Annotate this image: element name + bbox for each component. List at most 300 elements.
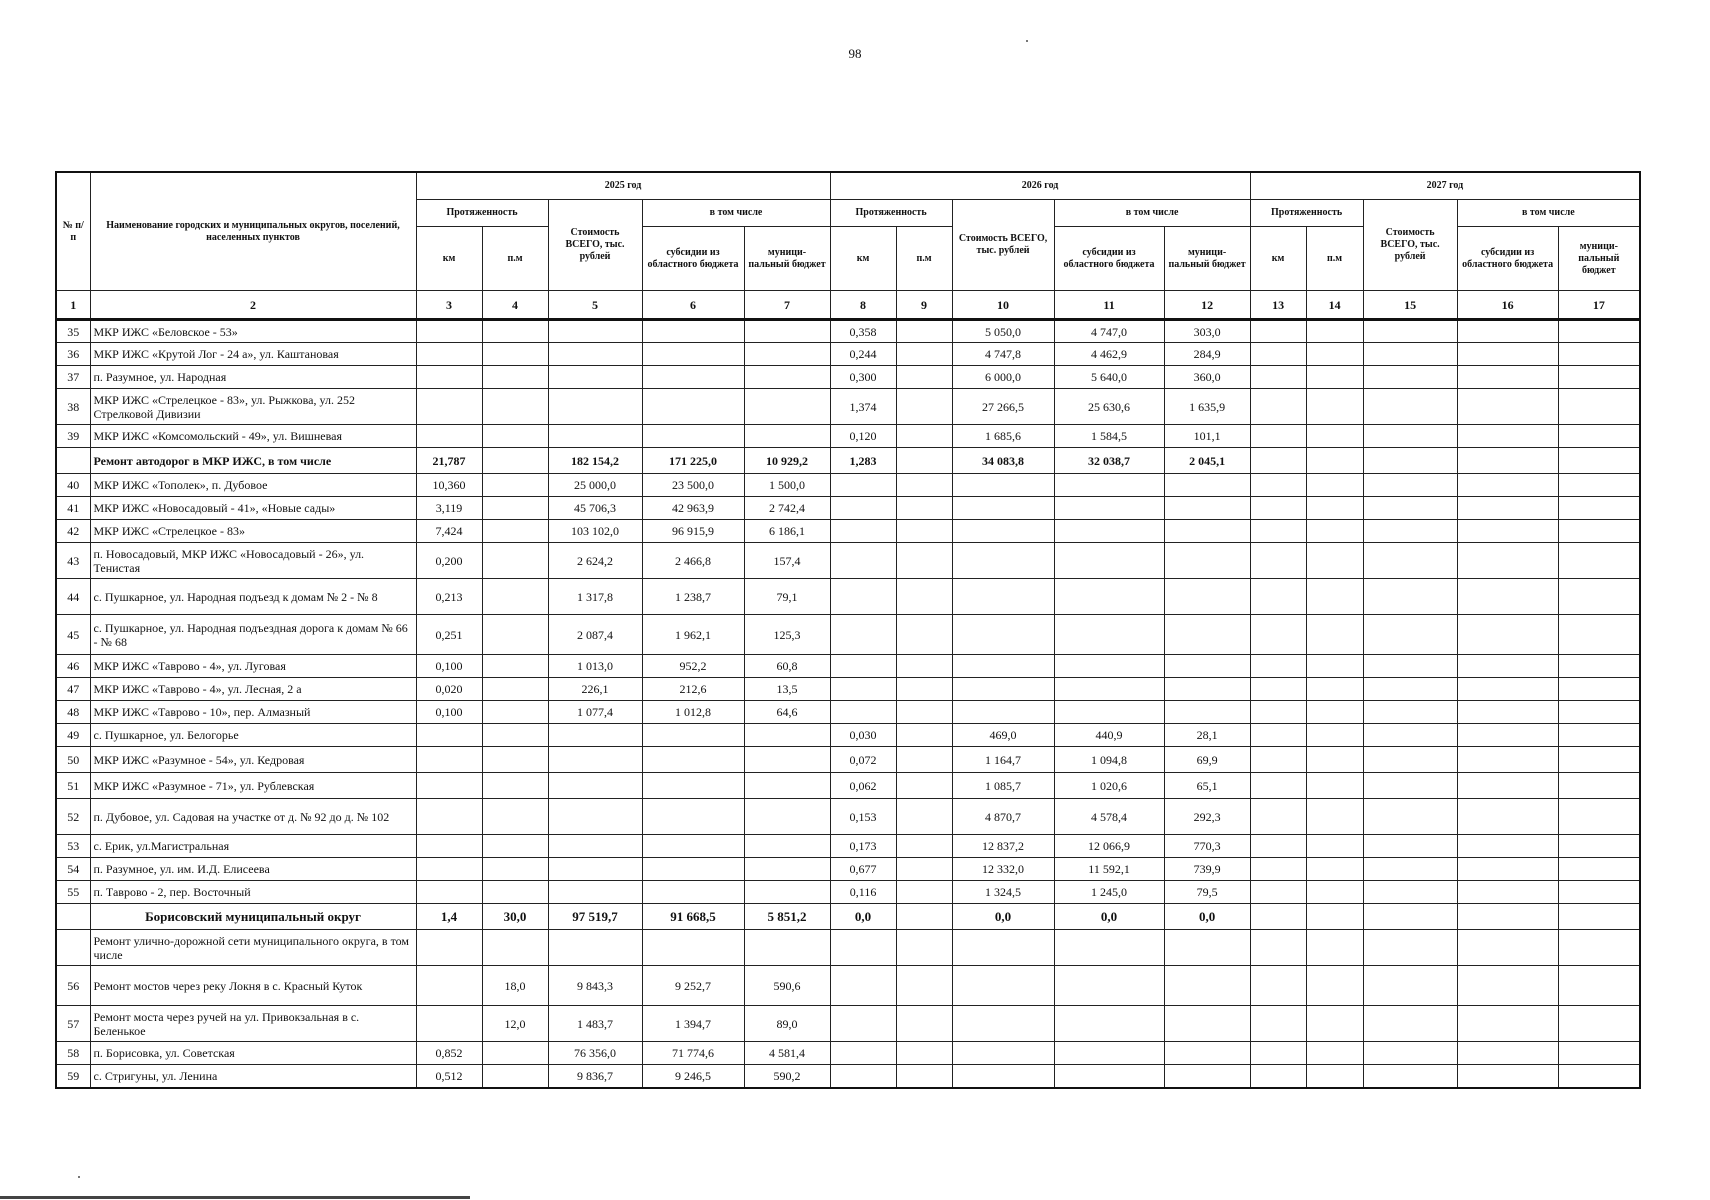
cell-value [416,799,482,835]
cell-value [1250,448,1306,474]
row-number: 55 [56,881,90,904]
row-number: 56 [56,966,90,1006]
column-number-row [56,291,1640,320]
cell-value [1164,579,1250,615]
table-row [56,799,1640,835]
cell-value [642,930,744,966]
cell-value [1457,724,1558,747]
cell-value [1558,543,1640,579]
cell-value [1306,448,1363,474]
row-name: с. Стригуны, ул. Ленина [90,1065,416,1088]
cell-value [1306,343,1363,366]
cell-value [1363,747,1457,773]
cell-value [1250,747,1306,773]
cell-value [952,579,1054,615]
cell-value [1054,678,1164,701]
cell-value [1558,1042,1640,1065]
row-number: 52 [56,799,90,835]
cell-value [1306,543,1363,579]
cell-value [1306,520,1363,543]
table-row [56,425,1640,448]
cell-value [1306,747,1363,773]
cell-value [1363,678,1457,701]
row-name: Ремонт мостов через реку Локня в с. Красный Куток [90,966,416,1006]
cell-value [1306,1042,1363,1065]
cell-value [416,389,482,425]
table-body [56,320,1640,1088]
cell-value [1363,389,1457,425]
cell-value: 91 668,5 [642,904,744,930]
cell-value [1363,425,1457,448]
cell-value [482,773,548,799]
row-number [56,930,90,966]
cell-value: 25 000,0 [548,474,642,497]
cell-value [416,366,482,389]
row-number: 58 [56,1042,90,1065]
cell-value [416,320,482,343]
cell-value [642,881,744,904]
cell-value [1558,701,1640,724]
cell-value [482,520,548,543]
cell-value [548,366,642,389]
cell-value: 440,9 [1054,724,1164,747]
table-row [56,904,1640,930]
cell-value [896,678,952,701]
cell-value [642,389,744,425]
cell-value [1363,343,1457,366]
row-name: с. Пушкарное, ул. Народная подъезд к домам № 2 - № 8 [90,579,416,615]
cell-value [642,366,744,389]
cell-value: 45 706,3 [548,497,642,520]
cell-value [1164,966,1250,1006]
cell-value: 65,1 [1164,773,1250,799]
cell-value [1558,1065,1640,1088]
cell-value [1457,448,1558,474]
cell-value: 1 635,9 [1164,389,1250,425]
cell-value [896,701,952,724]
header-pm-2026: п.м [896,227,952,291]
cell-value [744,930,830,966]
page-number: 98 [848,46,862,61]
row-name: п. Борисовка, ул. Советская [90,1042,416,1065]
cell-value [1250,543,1306,579]
cell-value [1250,678,1306,701]
row-number: 51 [56,773,90,799]
header-year-2026: 2026 год [830,172,1250,200]
row-name: п. Разумное, ул. им. И.Д. Елисеева [90,858,416,881]
cell-value: 2 742,4 [744,497,830,520]
row-name: МКР ИЖС «Стрелецкое - 83» [90,520,416,543]
column-number: 14 [1306,291,1363,320]
cell-value: 7,424 [416,520,482,543]
cell-value [1457,520,1558,543]
cell-value: 0,677 [830,858,896,881]
cell-value [1250,724,1306,747]
cell-value [1250,904,1306,930]
table-row [56,678,1640,701]
cell-value: 1 012,8 [642,701,744,724]
cell-value [416,858,482,881]
row-number: 53 [56,835,90,858]
cell-value [896,343,952,366]
cell-value [1363,543,1457,579]
cell-value: 0,020 [416,678,482,701]
cell-value [548,930,642,966]
cell-value: 10 929,2 [744,448,830,474]
cell-value [642,799,744,835]
table-row [56,615,1640,655]
cell-value [416,881,482,904]
cell-value [896,858,952,881]
cell-value [1363,773,1457,799]
table-header [56,172,1640,320]
row-name: МКР ИЖС «Разумное - 71», ул. Рублевская [90,773,416,799]
cell-value: 182 154,2 [548,448,642,474]
header-incl-2026: в том числе [1054,200,1250,227]
cell-value: 590,2 [744,1065,830,1088]
cell-value [744,881,830,904]
cell-value [1306,615,1363,655]
cell-value [1558,881,1640,904]
cell-value: 0,0 [952,904,1054,930]
table-row [56,320,1640,343]
cell-value [416,425,482,448]
table-row [56,881,1640,904]
cell-value [1164,1042,1250,1065]
cell-value: 34 083,8 [952,448,1054,474]
cell-value [896,474,952,497]
cell-value [1457,366,1558,389]
column-number: 5 [548,291,642,320]
cell-value [642,835,744,858]
cell-value [952,655,1054,678]
cell-value: 0,030 [830,724,896,747]
cell-value [548,835,642,858]
row-name: с. Пушкарное, ул. Народная подъездная дорога к домам № 66 - № 68 [90,615,416,655]
cell-value [896,724,952,747]
row-number: 38 [56,389,90,425]
cell-value [1457,343,1558,366]
cell-value [744,724,830,747]
cell-value [1457,858,1558,881]
header-year-2027: 2027 год [1250,172,1640,200]
column-number: 17 [1558,291,1640,320]
cell-value: 0,512 [416,1065,482,1088]
cell-value [830,615,896,655]
cell-value [1363,320,1457,343]
cell-value [482,1065,548,1088]
cell-value: 4 578,4 [1054,799,1164,835]
scan-edge-line [0,1196,470,1199]
row-name: МКР ИЖС «Тополек», п. Дубовое [90,474,416,497]
header-subsidy-2026: субсидии из областного бюджета [1054,227,1164,291]
row-number: 46 [56,655,90,678]
cell-value [1558,615,1640,655]
cell-value [642,773,744,799]
cell-value [1164,930,1250,966]
cell-value [830,930,896,966]
cell-value [416,930,482,966]
cell-value [1054,701,1164,724]
cell-value [1363,366,1457,389]
cell-value [1306,655,1363,678]
cell-value: 21,787 [416,448,482,474]
cell-value [896,615,952,655]
cell-value [1164,1006,1250,1042]
header-subsidy-2025: субсидии из областного бюджета [642,227,744,291]
cell-value [896,448,952,474]
cell-value [1306,320,1363,343]
cell-value: 1 500,0 [744,474,830,497]
cell-value: 101,1 [1164,425,1250,448]
cell-value: 0,100 [416,701,482,724]
table-row [56,966,1640,1006]
cell-value: 360,0 [1164,366,1250,389]
cell-value: 28,1 [1164,724,1250,747]
cell-value [830,655,896,678]
cell-value [1306,724,1363,747]
row-name: с. Ерик, ул.Магистральная [90,835,416,858]
cell-value [482,678,548,701]
row-name: МКР ИЖС «Таврово - 10», пер. Алмазный [90,701,416,724]
cell-value [1457,1006,1558,1042]
cell-value [1250,474,1306,497]
row-name: Ремонт автодорог в МКР ИЖС, в том числе [90,448,416,474]
row-name: с. Пушкарное, ул. Белогорье [90,724,416,747]
cell-value [896,425,952,448]
cell-value [896,773,952,799]
table-row [56,543,1640,579]
cell-value: 0,0 [830,904,896,930]
cell-value: 1 094,8 [1054,747,1164,773]
row-number: 59 [56,1065,90,1088]
header-km-2025: км [416,227,482,291]
cell-value [952,474,1054,497]
cell-value [1306,701,1363,724]
cell-value: 69,9 [1164,747,1250,773]
cell-value [1306,366,1363,389]
row-name: МКР ИЖС «Комсомольский - 49», ул. Вишневая [90,425,416,448]
row-number: 39 [56,425,90,448]
cell-value: 0,213 [416,579,482,615]
table-row [56,1065,1640,1088]
cell-value: 96 915,9 [642,520,744,543]
cell-value [548,858,642,881]
cell-value [642,858,744,881]
cell-value: 1 685,6 [952,425,1054,448]
cell-value [1457,497,1558,520]
cell-value: 303,0 [1164,320,1250,343]
cell-value [1250,1065,1306,1088]
cell-value [1363,579,1457,615]
row-number: 50 [56,747,90,773]
cell-value [482,724,548,747]
cell-value [548,799,642,835]
table-row [56,448,1640,474]
cell-value [482,799,548,835]
cell-value: 1,4 [416,904,482,930]
table-row [56,724,1640,747]
cell-value [1558,1006,1640,1042]
cell-value [830,701,896,724]
cell-value [548,881,642,904]
cell-value [1558,655,1640,678]
row-number: 48 [56,701,90,724]
table-row [56,366,1640,389]
cell-value [952,1042,1054,1065]
cell-value: 89,0 [744,1006,830,1042]
cell-value [416,724,482,747]
cell-value [482,448,548,474]
cell-value: 4 581,4 [744,1042,830,1065]
cell-value: 6 000,0 [952,366,1054,389]
cell-value: 292,3 [1164,799,1250,835]
cell-value [416,747,482,773]
cell-value [1558,579,1640,615]
cell-value [1250,1042,1306,1065]
cell-value [1558,799,1640,835]
cell-value: 1 164,7 [952,747,1054,773]
cell-value [1363,655,1457,678]
cell-value: 0,244 [830,343,896,366]
cell-value [744,343,830,366]
cell-value [1457,579,1558,615]
cell-value: 5 050,0 [952,320,1054,343]
row-number: 44 [56,579,90,615]
cell-value [1457,881,1558,904]
table-row [56,930,1640,966]
cell-value [1306,1065,1363,1088]
cell-value [1306,835,1363,858]
cell-value [1306,579,1363,615]
table-row [56,497,1640,520]
cell-value: 9 836,7 [548,1065,642,1088]
cell-value [1457,930,1558,966]
cell-value [1306,678,1363,701]
column-number: 4 [482,291,548,320]
cell-value [416,773,482,799]
cell-value [896,497,952,520]
cell-value [1363,904,1457,930]
cell-value: 27 266,5 [952,389,1054,425]
cell-value [1250,835,1306,858]
cell-value [830,579,896,615]
row-number: 42 [56,520,90,543]
road-repair-table [55,171,1641,1089]
cell-value [1558,448,1640,474]
cell-value [482,343,548,366]
table-row [56,389,1640,425]
cell-value: 23 500,0 [642,474,744,497]
cell-value: 0,116 [830,881,896,904]
cell-value [952,497,1054,520]
row-name: МКР ИЖС «Разумное - 54», ул. Кедровая [90,747,416,773]
cell-value: 64,6 [744,701,830,724]
cell-value [896,655,952,678]
cell-value: 0,0 [1054,904,1164,930]
cell-value: 97 519,7 [548,904,642,930]
cell-value: 284,9 [1164,343,1250,366]
cell-value [1306,799,1363,835]
cell-value: 0,300 [830,366,896,389]
cell-value [1558,678,1640,701]
cell-value: 0,062 [830,773,896,799]
cell-value [1457,773,1558,799]
cell-value [896,543,952,579]
cell-value [1306,966,1363,1006]
cell-value: 12 837,2 [952,835,1054,858]
cell-value [1306,773,1363,799]
cell-value [548,320,642,343]
cell-value [1363,930,1457,966]
cell-value [952,1065,1054,1088]
table-row [56,1042,1640,1065]
cell-value [482,389,548,425]
cell-value [1457,1065,1558,1088]
cell-value: 212,6 [642,678,744,701]
cell-value [830,678,896,701]
row-number [56,448,90,474]
cell-value: 12 066,9 [1054,835,1164,858]
header-km-2027: км [1250,227,1306,291]
cell-value [1457,799,1558,835]
cell-value [1306,930,1363,966]
cell-value [1558,366,1640,389]
cell-value: 13,5 [744,678,830,701]
cell-value: 0,072 [830,747,896,773]
cell-value: 739,9 [1164,858,1250,881]
cell-value [1164,474,1250,497]
cell-value [482,930,548,966]
cell-value: 0,200 [416,543,482,579]
cell-value: 1 317,8 [548,579,642,615]
header-length-2025: Протяженность [416,200,548,227]
cell-value [1250,881,1306,904]
cell-value: 125,3 [744,615,830,655]
cell-value: 0,100 [416,655,482,678]
cell-value: 1 394,7 [642,1006,744,1042]
cell-value [1306,497,1363,520]
cell-value [1250,497,1306,520]
cell-value [1363,497,1457,520]
cell-value [1363,724,1457,747]
cell-value [896,520,952,543]
column-number: 3 [416,291,482,320]
cell-value [482,579,548,615]
cell-value [1306,389,1363,425]
row-name: МКР ИЖС «Таврово - 4», ул. Луговая [90,655,416,678]
cell-value [1250,320,1306,343]
cell-value [642,320,744,343]
cell-value [830,474,896,497]
cell-value [482,474,548,497]
cell-value [1164,520,1250,543]
cell-value [1054,474,1164,497]
cell-value: 1 020,6 [1054,773,1164,799]
row-number: 36 [56,343,90,366]
cell-value [416,343,482,366]
cell-value [482,425,548,448]
table-row [56,858,1640,881]
header-length-2027: Протяженность [1250,200,1363,227]
cell-value [482,497,548,520]
cell-value: 12,0 [482,1006,548,1042]
cell-value [1363,966,1457,1006]
cell-value [1164,701,1250,724]
table-row [56,747,1640,773]
cell-value [1558,474,1640,497]
row-name: п. Таврово - 2, пер. Восточный [90,881,416,904]
